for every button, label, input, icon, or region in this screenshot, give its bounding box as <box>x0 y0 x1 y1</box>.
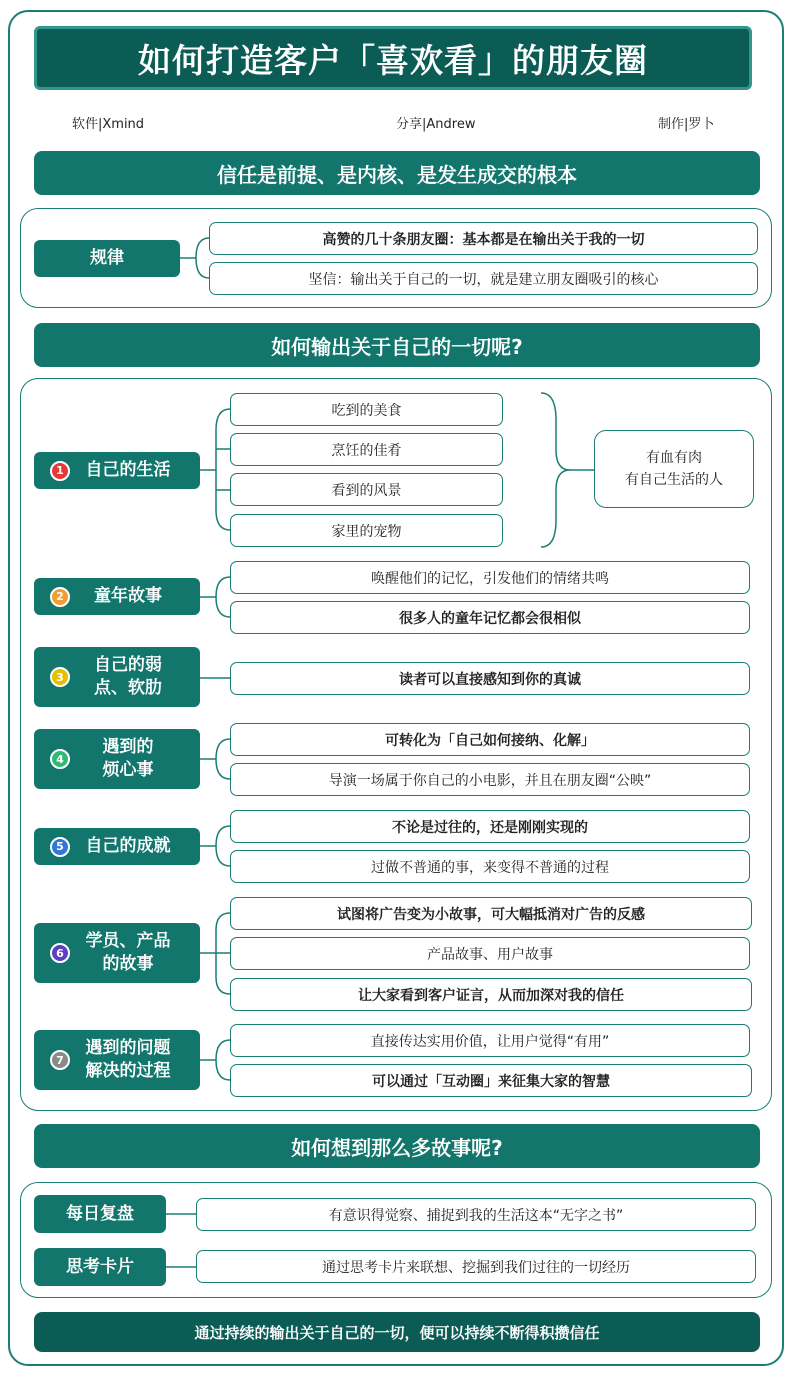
banner-trust: 信任是前提、是内核、是发生成交的根本 <box>34 151 760 195</box>
topic-5-item-2: 过做不普通的事，来变得不普通的过程 <box>230 850 750 883</box>
method-node-2 <box>34 1248 166 1286</box>
topic-1-item-1: 吃到的美食 <box>230 393 503 426</box>
banner-how-output: 如何输出关于自己的一切呢? <box>34 323 760 367</box>
topic-7-item-1: 直接传达实用价值，让用户觉得“有用” <box>230 1024 750 1057</box>
summary-line-1: 有血有肉 <box>646 450 702 466</box>
topic-6-item-1: 试图将广告变为小故事，可大幅抵消对广告的反感 <box>230 897 752 930</box>
summary-box <box>594 430 754 508</box>
topic-7-line-2: 解决的过程 <box>85 1061 171 1081</box>
method-node-1 <box>34 1195 166 1233</box>
topic-5-item-1: 不论是过往的，还是刚刚实现的 <box>230 810 750 843</box>
topic-node-7 <box>34 1030 200 1090</box>
topic-node-4 <box>34 729 200 789</box>
meta-share: 分享|Andrew <box>396 117 476 132</box>
topic-4-line-1: 遇到的 <box>102 737 154 757</box>
summary-line-2: 有自己生活的人 <box>625 472 723 488</box>
banner-how-stories: 如何想到那么多故事呢? <box>34 1124 760 1168</box>
footer-banner: 通过持续的输出关于自己的一切，便可以持续不断得积攒信任 <box>34 1312 760 1352</box>
meta-software: 软件|Xmind <box>72 117 145 132</box>
topic-6-item-2: 产品故事、用户故事 <box>230 937 750 970</box>
number-badge-2: 2 <box>50 587 70 607</box>
topic-4-item-2: 导演一场属于你自己的小电影，并且在朋友圈“公映” <box>230 763 750 796</box>
topic-3-line-2: 点、软肋 <box>94 678 162 698</box>
number-badge-3: 3 <box>50 667 70 687</box>
topic-node-6 <box>34 923 200 983</box>
rule-node <box>34 240 180 277</box>
topic-5-line-1: 自己的成就 <box>85 836 171 856</box>
rule-label: 规律 <box>90 248 124 268</box>
number-badge-5: 5 <box>50 837 70 857</box>
method-1-label: 每日复盘 <box>66 1203 134 1224</box>
topic-6-item-3: 让大家看到客户证言，从而加深对我的信任 <box>230 978 752 1011</box>
topic-1-item-3: 看到的风景 <box>230 473 503 506</box>
rule-item-2: 坚信：输出关于自己的一切，就是建立朋友圈吸引的核心 <box>209 262 758 295</box>
topic-2-line-1: 童年故事 <box>94 586 162 606</box>
topic-1-item-4: 家里的宠物 <box>230 514 503 547</box>
topic-3-item-1: 读者可以直接感知到你的真诚 <box>230 662 750 695</box>
method-2-label: 思考卡片 <box>66 1256 134 1277</box>
topic-6-line-2: 的故事 <box>102 954 154 974</box>
topic-4-line-2: 烦心事 <box>102 760 154 780</box>
method-1-text: 有意识得觉察、捕捉到我的生活这本“无字之书” <box>196 1198 756 1231</box>
page-title: 如何打造客户「喜欢看」的朋友圈 <box>34 26 752 90</box>
topic-7-line-1: 遇到的问题 <box>85 1038 171 1058</box>
topic-7-item-2: 可以通过「互动圈」来征集大家的智慧 <box>230 1064 752 1097</box>
topic-1-item-2: 烹饪的佳肴 <box>230 433 503 466</box>
topic-node-1 <box>34 452 200 489</box>
topic-2-item-2: 很多人的童年记忆都会很相似 <box>230 601 750 634</box>
topic-1-line-1: 自己的生活 <box>85 460 171 480</box>
number-badge-7: 7 <box>50 1050 70 1070</box>
meta-author: 制作|罗卜 <box>658 117 715 132</box>
number-badge-1: 1 <box>50 461 70 481</box>
topic-node-5 <box>34 828 200 865</box>
topic-6-line-1: 学员、产品 <box>85 931 171 951</box>
number-badge-4: 4 <box>50 749 70 769</box>
number-badge-6: 6 <box>50 943 70 963</box>
method-2-text: 通过思考卡片来联想、挖掘到我们过往的一切经历 <box>196 1250 756 1283</box>
topic-3-line-1: 自己的弱 <box>94 655 162 675</box>
topic-node-3 <box>34 647 200 707</box>
rule-item-1: 高赞的几十条朋友圈：基本都是在输出关于我的一切 <box>209 222 758 255</box>
topic-4-item-1: 可转化为「自己如何接纳、化解」 <box>230 723 750 756</box>
topic-2-item-1: 唤醒他们的记忆，引发他们的情绪共鸣 <box>230 561 750 594</box>
topic-node-2 <box>34 578 200 615</box>
